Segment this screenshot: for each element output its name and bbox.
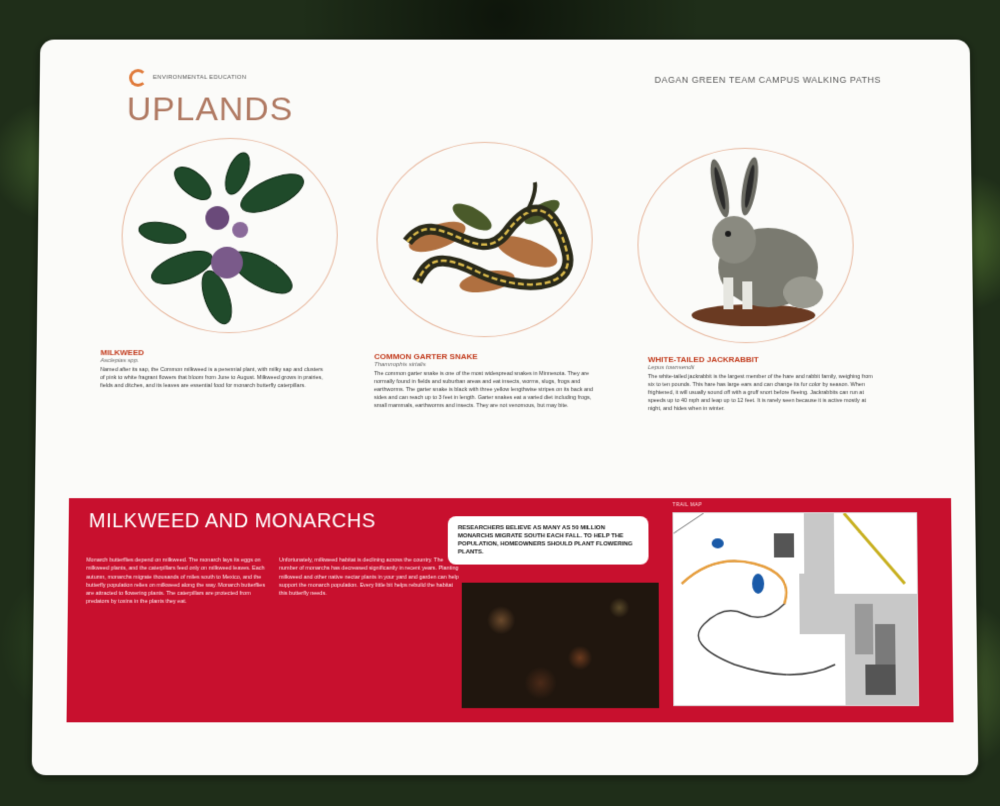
species-description: Named after its sap, the Common milkweed is a perennial plant, with milky sap and clusters of pink to white fragrant flowers that bloom from June to August. Milkweed grows in prairies, fields and ditches, and its leaves are essential food for monarch butterfly caterpillars. — [100, 367, 324, 389]
species-latin: Lepus townsendii — [647, 365, 695, 372]
species-jackrabbit — [648, 355, 873, 414]
species-name: WHITE-TAILED JACKRABBIT — [647, 355, 759, 365]
milkweed-monarchs-panel — [67, 498, 954, 722]
page-title: UPLANDS — [126, 90, 294, 129]
logo-text: ENVIRONMENTAL EDUCATION — [152, 74, 247, 81]
map-label: TRAIL MAP — [672, 502, 703, 509]
species-latin: Asclepias spp. — [100, 358, 140, 365]
species-milkweed — [100, 348, 325, 391]
panel-title: MILKWEED AND MONARCHS — [88, 510, 376, 533]
logo — [129, 69, 247, 87]
panel-text-column-2: Unfortunately, milkweed habitat is declining across the country. The number of monarchs has decreased significantly in recent years. Planting milkweed and other native nectar plants in your yard and garden can help support the monarch population. Every little bit helps rebuild the habitat this butterfly needs. — [278, 557, 459, 597]
species-description: The common garter snake is one of the most widespread snakes in Minnesota. They are normally found in fields and suburban areas and eat insects, worms, slugs, frogs and earthworms. The garter snake is black with three yellow lengthwise stripes on its back and sides and can reach up to 3 feet in length. Garter snakes eat a varied diet including frogs, small mammals, earthworms and insects. They are not venomous, but may bite. — [373, 371, 594, 409]
species-name: COMMON GARTER SNAKE — [374, 352, 478, 362]
monarch-photo — [462, 583, 659, 708]
milkweed-icon — [122, 139, 337, 332]
species-garter-snake — [374, 352, 599, 411]
trail-map-icon — [673, 513, 918, 705]
route-title: DAGAN GREEN TEAM CAMPUS WALKING PATHS — [654, 74, 881, 85]
jackrabbit-illustration — [637, 148, 854, 343]
interpretive-sign — [32, 40, 979, 776]
species-name: MILKWEED — [100, 348, 145, 358]
logo-mark-icon — [129, 69, 147, 87]
jackrabbit-icon — [638, 149, 853, 342]
trail-map — [672, 512, 919, 706]
species-latin: Thamnophis sirtalis — [374, 362, 426, 369]
snake-icon — [377, 143, 592, 336]
species-description: The white-tailed jackrabbit is the largest member of the hare and rabbit family, weighing from six to ten pounds. This hare has large ears and can change its fur color by season. When frightened, it will usually sound off with a gruff snort before fleeing. Jackrabbits can run at speeds up to 40 mph and leap up to 12 feet. It is rarely seen because it is active mostly at night, and hides when in winter. — [647, 374, 873, 412]
garter-snake-illustration — [376, 142, 593, 337]
callout-box: RESEARCHERS BELIEVE AS MANY AS 50 MILLION MONARCHS MIGRATE SOUTH EACH FALL. TO HELP THE POPULATION, HOMEOWNERS SHOULD PLANT FLOWERING PLANTS. — [448, 516, 649, 565]
milkweed-illustration — [121, 138, 338, 333]
panel-text-column-1: Monarch butterflies depend on milkweed. The monarch lays its eggs on milkweed plants, and the caterpillars feed only on milkweed leaves. Each autumn, monarchs migrate thousands of miles south to Mexico, and the butterfly population relies on milkweed along the way. Monarch butterflies are attracted to flowering plants. The caterpillars are protected from predators by toxins in the plants they eat. — [85, 557, 266, 606]
